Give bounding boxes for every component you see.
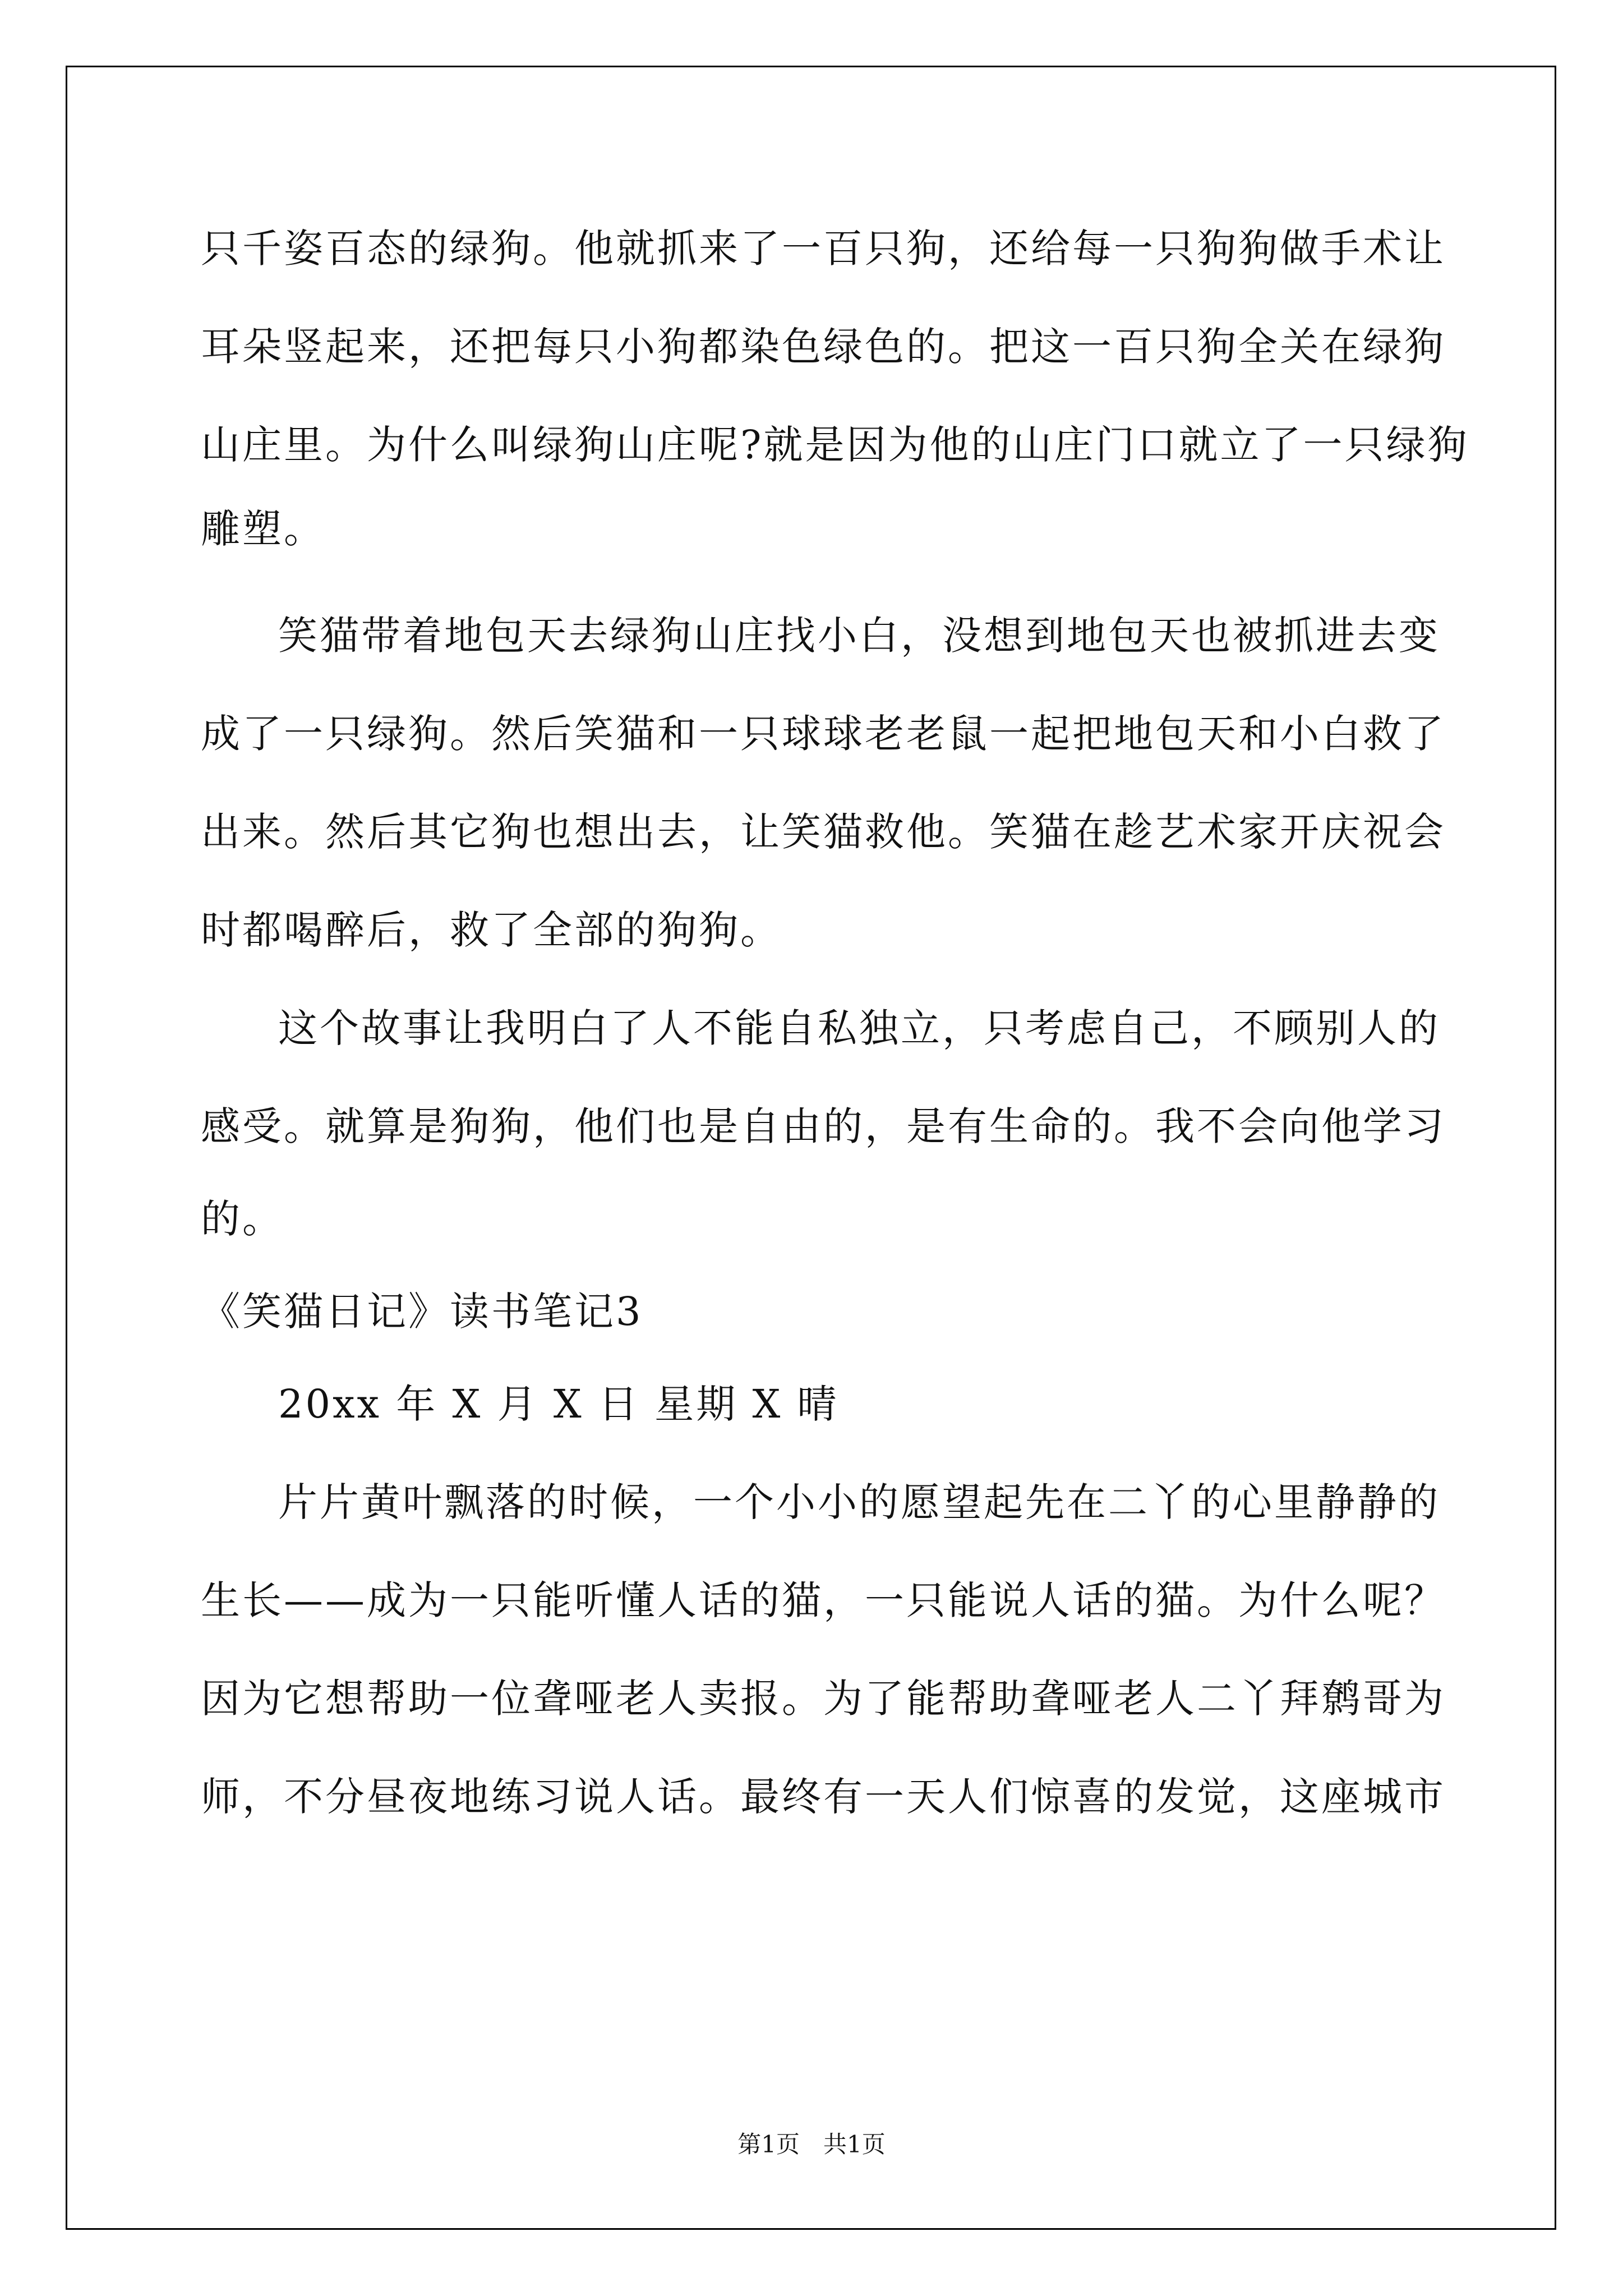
paragraph-line: 师，不分昼夜地练习说人话。最终有一天人们惊喜的发觉，这座城市 xyxy=(201,1774,1446,1820)
paragraph-line: 出来。然后其它狗也想出去，让笑猫救他。笑猫在趁艺术家开庆祝会 xyxy=(201,809,1446,855)
paragraph-line: 因为它想帮助一位聋哑老人卖报。为了能帮助聋哑老人二丫拜鹩哥为 xyxy=(201,1676,1446,1722)
paragraph-line: 笑猫带着地包天去绿狗山庄找小白，没想到地包天也被抓进去变 xyxy=(278,613,1440,659)
paragraph-line: 时都喝醉后，救了全部的狗狗。 xyxy=(201,907,782,953)
paragraph-line: 这个故事让我明白了人不能自私独立，只考虑自己，不顾别人的 xyxy=(278,1005,1440,1051)
page-footer: 第1页 共1页 xyxy=(737,2131,886,2158)
diary-date-line: 20xx 年 X 月 X 日 星期 X 晴 xyxy=(278,1381,839,1427)
paragraph-line: 雕塑。 xyxy=(201,506,325,552)
paragraph-line: 生长——成为一只能听懂人话的猫，一只能说人话的猫。为什么呢？ xyxy=(201,1577,1446,1623)
paragraph-line: 片片黄叶飘落的时候，一个小小的愿望起先在二丫的心里静静的 xyxy=(278,1479,1440,1525)
section-heading: 《笑猫日记》读书笔记3 xyxy=(201,1289,643,1335)
paragraph-line: 耳朵竖起来，还把每只小狗都染色绿色的。把这一百只狗全关在绿狗 xyxy=(201,324,1446,370)
paragraph-line: 感受。就算是狗狗，他们也是自由的，是有生命的。我不会向他学习 xyxy=(201,1103,1446,1149)
paragraph-line: 成了一只绿狗。然后笑猫和一只球球老老鼠一起把地包天和小白救了 xyxy=(201,711,1446,757)
paragraph-line: 的。 xyxy=(201,1196,284,1242)
paragraph-line: 山庄里。为什么叫绿狗山庄呢?就是因为他的山庄门口就立了一只绿狗 xyxy=(201,422,1469,468)
paragraph-line: 只千姿百态的绿狗。他就抓来了一百只狗，还给每一只狗狗做手术让 xyxy=(201,226,1446,272)
